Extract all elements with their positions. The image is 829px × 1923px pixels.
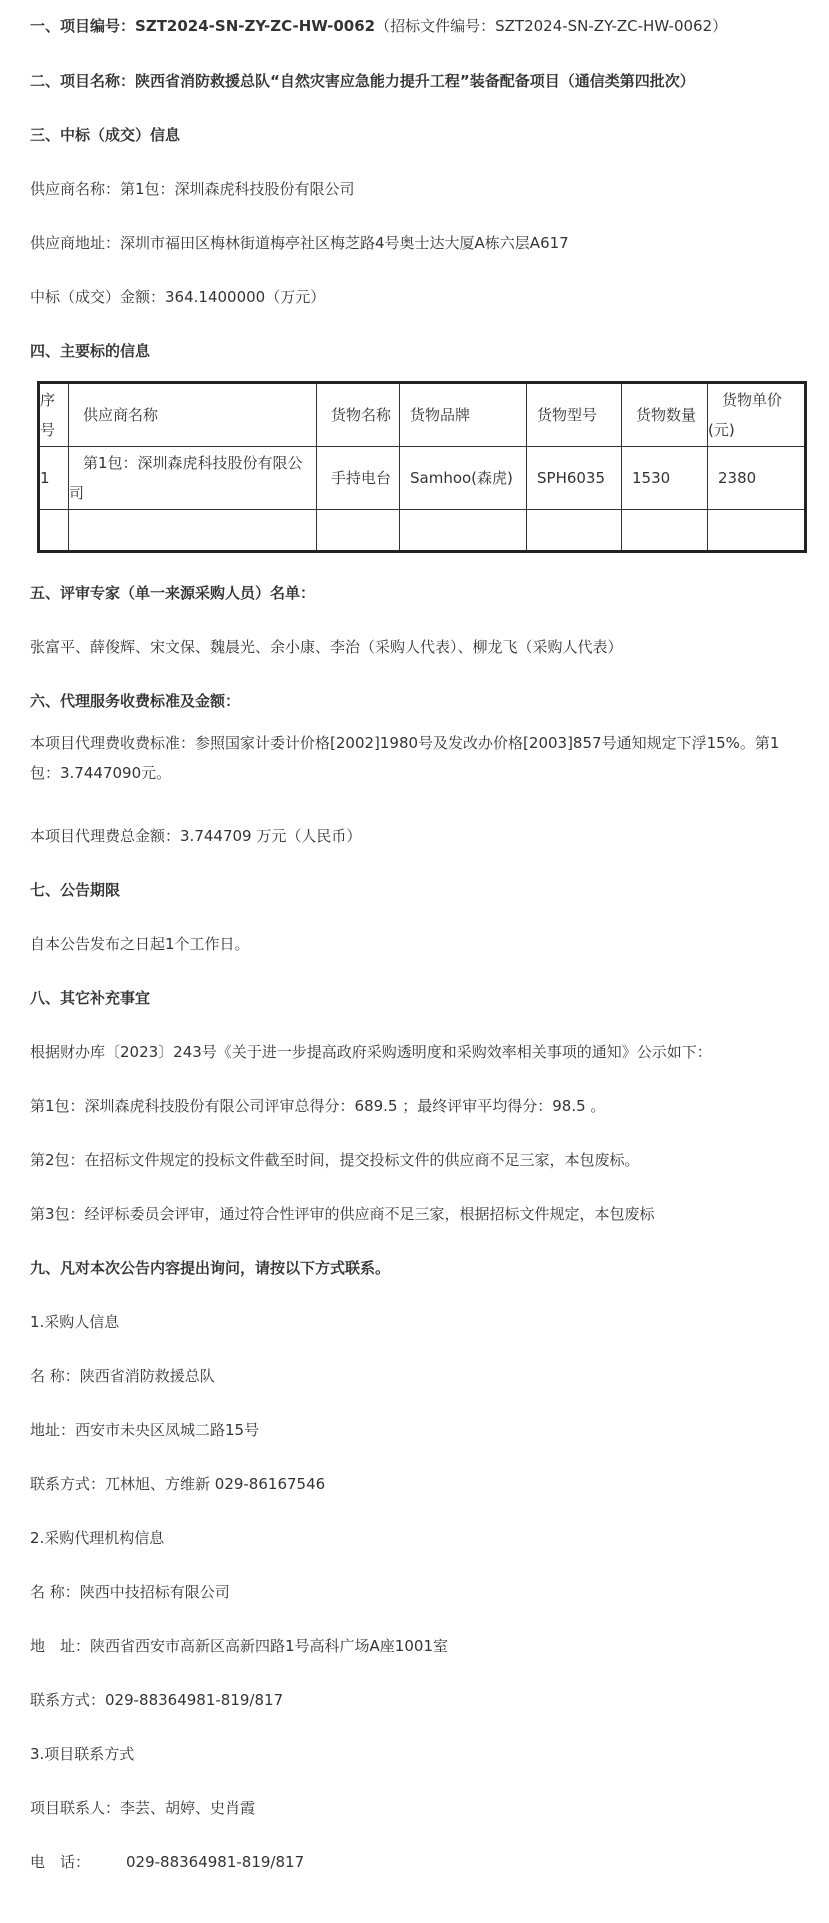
table-row-empty [39, 510, 806, 552]
purchaser-title: 1.采购人信息 [30, 1313, 120, 1331]
table-cell [622, 510, 708, 552]
project-phone-line [30, 1849, 809, 1875]
table-cell: SPH6035 [527, 447, 622, 510]
section-7-heading: 七、公告期限 [30, 881, 121, 899]
table-cell: 手持电台 [317, 447, 400, 510]
fee-total: 本项目代理费总金额：3.744709 万元（人民币） [30, 827, 362, 845]
expert-list: 张富平、薛俊辉、宋文保、魏晨光、余小康、李治（采购人代表）、柳龙飞（采购人代表） [30, 638, 623, 656]
table-row [39, 447, 806, 510]
table-cell [39, 510, 69, 552]
agency-title: 2.采购代理机构信息 [30, 1529, 165, 1547]
table-cell [708, 510, 806, 552]
notice-period: 自本公告发布之日起1个工作日。 [30, 935, 250, 953]
header-cell: 货物单价(元) [708, 383, 806, 447]
table-cell: Samhoo(森虎) [400, 447, 527, 510]
section-5-heading: 五、评审专家（单一来源采购人员）名单： [30, 584, 316, 602]
package-1-result: 第1包：深圳森虎科技股份有限公司评审总得分：689.5 ；最终评审平均得分：98.5 。 [30, 1097, 606, 1115]
section-4-heading: 四、主要标的信息 [30, 342, 151, 360]
table-header-row [39, 383, 806, 447]
purchaser-address: 地址：西安市未央区凤城二路15号 [30, 1421, 260, 1439]
project-phone: 029-88364981-819/817 [126, 1853, 305, 1871]
purchaser-contact: 联系方式：兀林旭、方维新 029-86167546 [30, 1475, 326, 1493]
supplier-address: 供应商地址：深圳市福田区梅林街道梅亭社区梅芝路4号奥士达大厦A栋六层A617 [30, 234, 569, 252]
project-name: 陕西省消防救援总队“自然灾害应急能力提升工程”装备配备项目（通信类第四批次） [135, 72, 695, 90]
table-cell: 2380 [708, 447, 806, 510]
project-name-label: 二、项目名称： [30, 72, 136, 90]
table-cell [400, 510, 527, 552]
table-cell [527, 510, 622, 552]
table-cell: 1 [39, 447, 69, 510]
header-cell: 货物品牌 [400, 383, 527, 447]
package-2-result: 第2包：在招标文件规定的投标文件截至时间，提交投标文件的供应商不足三家，本包废标。 [30, 1151, 640, 1169]
header-cell: 货物型号 [527, 383, 622, 447]
table-cell: 1530 [622, 447, 708, 510]
section-6-heading: 六、代理服务收费标准及金额： [30, 692, 241, 710]
header-cell: 货物名称 [317, 383, 400, 447]
project-number-line [30, 13, 809, 39]
goods-table [37, 381, 807, 553]
header-cell: 供应商名称 [69, 383, 317, 447]
table-cell [317, 510, 400, 552]
agency-contact: 联系方式：029-88364981-819/817 [30, 1691, 284, 1709]
winning-amount: 中标（成交）金额：364.1400000（万元） [30, 288, 326, 306]
package-3-result: 第3包：经评标委员会评审，通过符合性评审的供应商不足三家，根据招标文件规定，本包废标 [30, 1205, 655, 1223]
supplier-name: 供应商名称：第1包：深圳森虎科技股份有限公司 [30, 180, 355, 198]
purchaser-name: 名 称：陕西省消防救援总队 [30, 1367, 215, 1385]
tender-doc-number: （招标文件编号：SZT2024-SN-ZY-ZC-HW-0062） [375, 17, 728, 35]
project-contact-people: 项目联系人：李芸、胡婷、史肖霞 [30, 1799, 256, 1817]
project-name-line [30, 68, 809, 94]
section-9-heading: 九、凡对本次公告内容提出询问，请按以下方式联系。 [30, 1259, 391, 1277]
project-number-label: 一、项目编号： [30, 17, 136, 35]
table-cell [69, 510, 317, 552]
project-number: SZT2024-SN-ZY-ZC-HW-0062 [135, 17, 376, 35]
agency-address: 地 址：陕西省西安市高新区高新四路1号高科广场A座1001室 [30, 1637, 448, 1655]
header-cell: 货物数量 [622, 383, 708, 447]
project-contact-title: 3.项目联系方式 [30, 1745, 135, 1763]
section-3-heading: 三、中标（成交）信息 [30, 126, 181, 144]
project-phone-label: 电 话： [30, 1853, 91, 1871]
supplement-intro: 根据财办库〔2023〕243号《关于进一步提高政府采购透明度和采购效率相关事项的通知》公示如下： [30, 1043, 712, 1061]
header-cell: 序号 [39, 383, 69, 447]
agency-name: 名 称：陕西中技招标有限公司 [30, 1583, 230, 1601]
table-cell: 第1包：深圳森虎科技股份有限公司 [69, 447, 317, 510]
fee-standard: 本项目代理费收费标准：参照国家计委计价格[2002]1980号及发改办价格[2003]857号通知规定下浮15%。第1包：3.7447090元。 [30, 734, 780, 782]
section-8-heading: 八、其它补充事宜 [30, 989, 151, 1007]
